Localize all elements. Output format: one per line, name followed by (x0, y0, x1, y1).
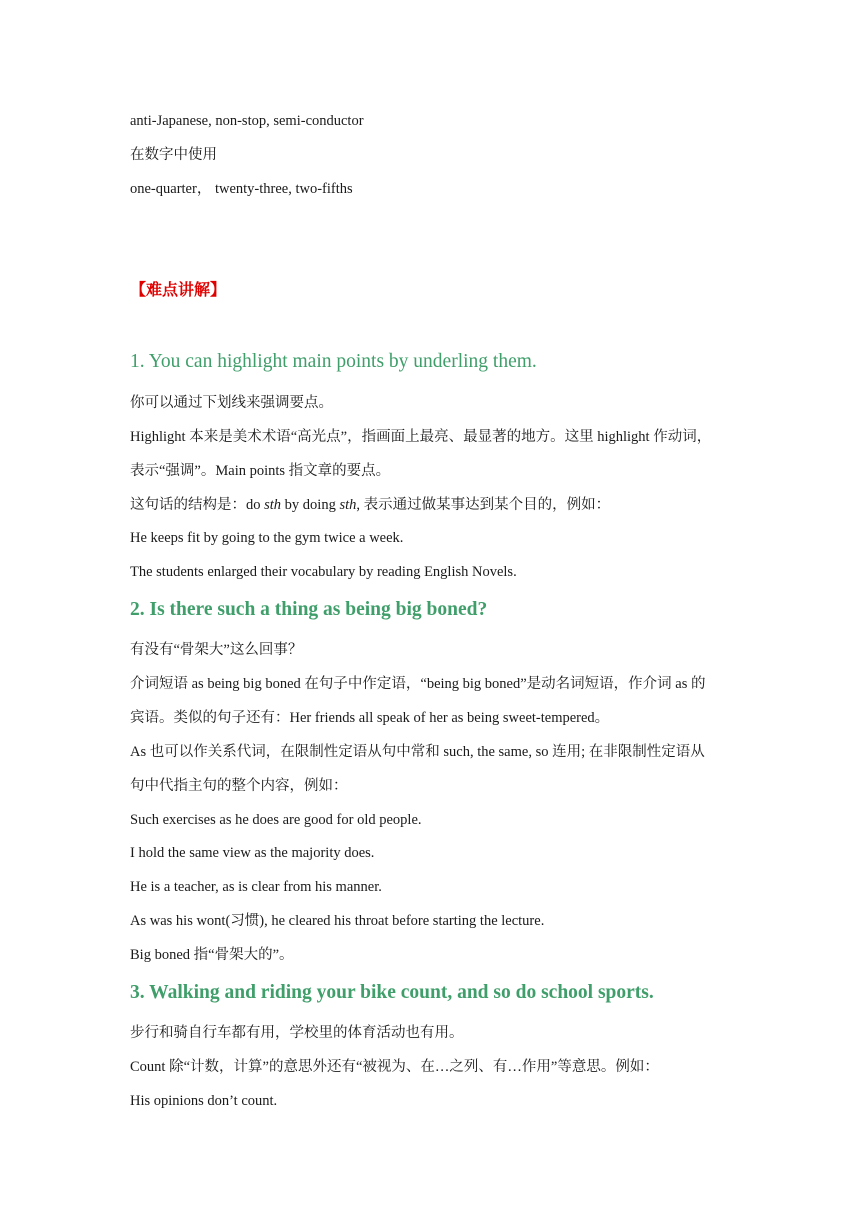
heading-3: 3. Walking and riding your bike count, and so do school sports. (130, 982, 654, 1003)
text-line: 宾语。类似的句子还有：Her friends all speak of her as being sweet-tempered。 (130, 710, 610, 726)
heading-2: 2. Is there such a thing as being big boned? (130, 599, 488, 620)
translation-line: 有没有“骨架大”这么回事？ (130, 642, 303, 658)
text-line: 在数字中使用 (130, 147, 217, 163)
text-span: , 表示通过做某事达到某个目的，例如： (356, 497, 611, 513)
example-sentence: The students enlarged their vocabulary by reading English Novels. (130, 564, 517, 580)
example-sentence: Such exercises as he does are good for old people. (130, 812, 422, 828)
text-line: one-quarter， twenty-three, two-fifths (130, 181, 353, 197)
text-line: 介词短语 as being big boned 在句子中作定语，“being big boned”是动名词短语，作介词 as 的 (130, 676, 706, 692)
text-line: anti-Japanese, non-stop, semi-conductor (130, 113, 364, 129)
text-line: As 也可以作关系代词，在限制性定语从句中常和 such, the same, so 连用; 在非限制性定语从 (130, 744, 705, 760)
italic-sth: sth (264, 497, 282, 513)
text-line: Big boned 指“骨架大的”。 (130, 947, 294, 963)
example-sentence: He is a teacher, as is clear from his manner. (130, 879, 382, 895)
text-line (130, 495, 610, 515)
translation-line: 你可以通过下划线来强调要点。 (130, 395, 333, 411)
translation-line: 步行和骑自行车都有用，学校里的体育活动也有用。 (130, 1025, 464, 1041)
italic-sth: sth (339, 497, 357, 513)
heading-1: 1. You can highlight main points by underling them. (130, 351, 537, 372)
text-line: Count 除“计数，计算”的意思外还有“被视为、在…之列、有…作用”等意思。例如： (130, 1059, 659, 1075)
section-title: 【难点讲解】 (130, 280, 227, 299)
example-sentence: I hold the same view as the majority does. (130, 845, 375, 861)
text-line: 表示“强调”。Main points 指文章的要点。 (130, 463, 391, 479)
example-sentence: He keeps fit by going to the gym twice a week. (130, 530, 404, 546)
text-span: 这句话的结构是：do (130, 497, 265, 513)
example-sentence: As was his wont(习惯), he cleared his throat before starting the lecture. (130, 913, 545, 929)
text-span: by doing (281, 497, 340, 513)
text-line: 句中代指主句的整个内容，例如： (130, 778, 348, 794)
text-line: Highlight 本来是美术术语“高光点”，指画面上最亮、最显著的地方。这里 highlight 作动词， (130, 429, 712, 445)
example-sentence: His opinions don’t count. (130, 1093, 278, 1109)
